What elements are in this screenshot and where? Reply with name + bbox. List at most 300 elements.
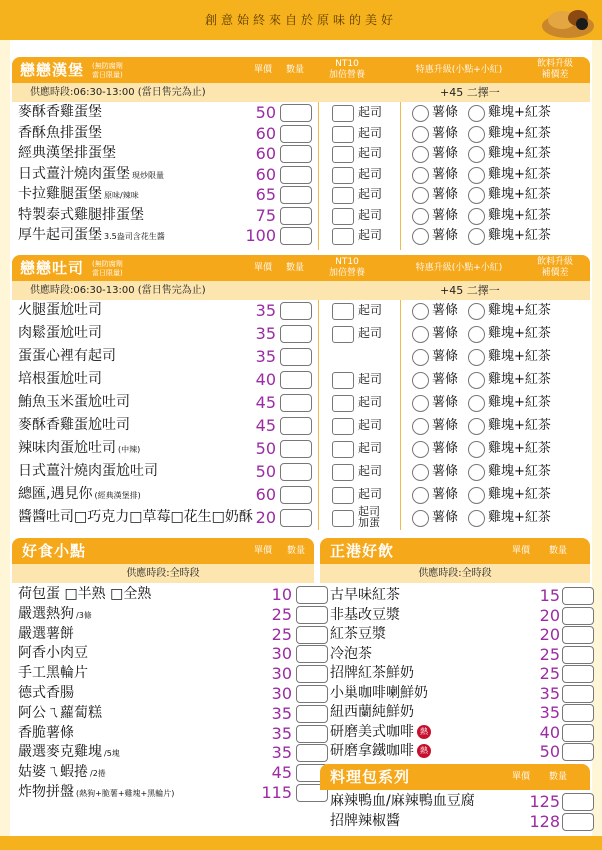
item-label: 研磨美式咖啡: [330, 723, 414, 740]
item-price: 100: [245, 226, 276, 245]
toast-period: 供應時段:06:30-13:00 (當日售完為止): [30, 285, 206, 296]
menu-row: [18, 346, 588, 367]
item-price: 65: [255, 185, 276, 204]
hot-badge-icon: 熱: [417, 725, 431, 739]
quantity-box[interactable]: [280, 207, 312, 225]
nugget-tea-option-label: 雞塊+紅茶: [488, 187, 551, 202]
burger-col-upgrade: 特惠升級(小點+小紅): [415, 65, 503, 75]
burger-col-qty: 數量: [285, 65, 304, 75]
fries-option-label: 薯條: [432, 125, 459, 141]
quantity-box[interactable]: [280, 371, 312, 389]
item-label: 荷包蛋 □半熟 □全熟: [18, 586, 152, 602]
quantity-box[interactable]: [280, 104, 312, 122]
item-label: 嚴選麥克雞塊: [18, 744, 102, 761]
fries-option-label: 薯條: [432, 166, 459, 182]
cheese-option-label: 起司: [358, 487, 383, 501]
cheese-checkbox[interactable]: [332, 146, 354, 163]
cheese-option-label: 起司: [358, 146, 383, 160]
fries-option-label: 薯條: [432, 441, 459, 456]
item-label: 培根蛋尬吐司: [18, 371, 102, 387]
item-price: 10: [271, 585, 292, 604]
nugget-tea-radio[interactable]: [468, 228, 485, 245]
cheese-option-label: 起司: [358, 207, 383, 222]
item-price: 50: [255, 462, 276, 481]
item-label: 總匯,遇見你: [18, 486, 93, 502]
hot-badge-icon: 熱: [417, 744, 431, 758]
item-label: 鮪魚玉米蛋尬吐司: [18, 394, 130, 410]
snacks-section-title: 好食小點: [22, 542, 87, 560]
item-label: 非基改豆漿: [330, 606, 400, 623]
nugget-tea-radio[interactable]: [468, 303, 485, 320]
quantity-box[interactable]: [280, 394, 312, 412]
item-note: /2捲: [90, 769, 106, 779]
menu-row: [18, 484, 588, 505]
packs-section-title: 料理包系列: [330, 768, 411, 786]
item-name: [330, 624, 386, 645]
item-name: [18, 392, 130, 413]
item-name: [330, 605, 400, 626]
item-label: 日式薑汁燒肉蛋尬吐司: [18, 463, 158, 479]
menu-row: [18, 143, 588, 164]
nugget-tea-radio[interactable]: [468, 167, 485, 184]
nugget-tea-option-label: 雞塊+紅茶: [488, 464, 551, 479]
menu-row: [18, 742, 310, 763]
quantity-box[interactable]: [562, 587, 594, 605]
fries-radio[interactable]: [412, 326, 429, 343]
toast-col-price: 單價: [253, 263, 272, 273]
cheese-checkbox[interactable]: [332, 372, 354, 389]
cheese-checkbox[interactable]: [332, 418, 354, 435]
item-name: [330, 811, 400, 832]
item-price: 75: [255, 205, 276, 225]
item-label: 小巢咖啡喇鮮奶: [330, 684, 428, 701]
item-label: 古早味紅茶: [330, 587, 400, 603]
nugget-tea-option-label: 雞塊+紅茶: [488, 326, 551, 341]
cheese-option-label: 起司: [358, 441, 383, 455]
item-label: 招牌紅茶鮮奶: [330, 665, 414, 681]
quantity-box[interactable]: [562, 626, 594, 644]
item-name: [18, 604, 92, 626]
nugget-tea-option-label: 雞塊+紅茶: [488, 228, 551, 243]
item-name: [18, 663, 88, 684]
item-price: 25: [271, 624, 292, 644]
menu-row: [18, 584, 310, 605]
item-price: 45: [255, 416, 276, 435]
nugget-tea-radio[interactable]: [468, 126, 485, 143]
item-label: 手工黑輪片: [18, 665, 88, 682]
quantity-box[interactable]: [562, 665, 594, 683]
snacks-section-header: [12, 538, 314, 564]
menu-row: [18, 461, 588, 482]
snacks-period: 供應時段:全時段: [126, 568, 200, 579]
menu-row: [18, 438, 588, 459]
item-label: 紐西蘭純鮮奶: [330, 704, 414, 720]
item-label: 麥酥香雞蛋尬吐司: [18, 417, 130, 433]
menu-row: [330, 722, 586, 743]
fries-radio[interactable]: [412, 418, 429, 435]
cheese-option-label: 起司: [358, 228, 383, 242]
item-price: 125: [529, 792, 560, 811]
cheese-checkbox[interactable]: [332, 441, 354, 458]
fries-radio[interactable]: [412, 228, 429, 245]
menu-row: [330, 683, 586, 704]
item-name: [18, 624, 74, 645]
toast-note-2: 當日限量): [92, 269, 123, 277]
item-name: [18, 143, 116, 164]
fries-radio[interactable]: [412, 464, 429, 481]
menu-row: [330, 702, 586, 723]
quantity-box[interactable]: [296, 606, 328, 624]
item-note: (經典漢堡排): [94, 491, 141, 500]
nugget-tea-radio[interactable]: [468, 418, 485, 435]
cheese-option-label: 起司: [358, 125, 383, 140]
nugget-tea-radio[interactable]: [468, 372, 485, 389]
item-price: 35: [271, 723, 292, 743]
fries-option-label: 薯條: [432, 395, 459, 410]
cheese-checkbox[interactable]: [332, 510, 354, 527]
toast-col-qty: 數量: [285, 263, 304, 273]
quantity-box[interactable]: [562, 685, 594, 703]
quantity-box[interactable]: [280, 186, 312, 204]
item-price: 35: [255, 301, 276, 320]
item-price: 15: [539, 586, 560, 605]
fries-radio[interactable]: [412, 105, 429, 122]
nugget-tea-radio[interactable]: [468, 464, 485, 481]
quantity-box[interactable]: [562, 607, 594, 625]
quantity-box[interactable]: [296, 685, 328, 703]
cheese-option-label: 起司: [358, 105, 383, 119]
menu-row: [18, 369, 588, 390]
item-label: 火腿蛋尬吐司: [18, 302, 102, 318]
quantity-box[interactable]: [280, 486, 312, 504]
fries-option-label: 薯條: [432, 207, 459, 223]
menu-row: [18, 184, 588, 205]
cheese-option-label: 起司: [358, 395, 383, 409]
item-note: (中辣): [118, 445, 141, 454]
item-price: 45: [255, 393, 276, 412]
quantity-box[interactable]: [562, 704, 594, 722]
item-label: 阿公ㄟ蘿蔔糕: [18, 704, 102, 721]
menu-row: [330, 741, 586, 762]
quantity-box[interactable]: [296, 665, 328, 683]
item-note: /3條: [76, 610, 92, 620]
menu-row: [18, 663, 310, 684]
item-note: 3.5盎司含花生醬: [104, 232, 165, 241]
burger-promo: +45 二擇一: [440, 86, 500, 99]
item-label: 香酥魚排蛋堡: [18, 124, 102, 141]
item-label: 姑婆ㄟ蝦捲: [18, 764, 88, 781]
nugget-tea-radio[interactable]: [468, 487, 485, 504]
item-label: 嚴選薯餅: [18, 625, 74, 642]
quantity-box[interactable]: [296, 725, 328, 743]
item-name: [18, 507, 253, 528]
fries-radio[interactable]: [412, 126, 429, 143]
quantity-box[interactable]: [296, 626, 328, 644]
nugget-tea-radio[interactable]: [468, 441, 485, 458]
fries-radio[interactable]: [412, 146, 429, 163]
toast-col-extra-2: 補價差: [541, 268, 569, 278]
fries-option-label: 薯條: [432, 187, 459, 202]
quantity-box[interactable]: [280, 463, 312, 481]
item-price: 60: [255, 485, 276, 504]
item-label: 醬醬吐司□巧克力□草莓□花生□奶酥: [18, 509, 253, 525]
item-label: 麥酥香雞蛋堡: [18, 104, 102, 120]
slogan: 創意始終來自於原味的美好: [204, 13, 397, 27]
fries-radio[interactable]: [412, 441, 429, 458]
menu-row: [18, 604, 310, 625]
menu-row: [18, 205, 588, 226]
quantity-box[interactable]: [280, 417, 312, 435]
menu-row: [18, 300, 588, 321]
cheese-option-label: 起司: [358, 372, 383, 386]
fries-option-label: 薯條: [432, 146, 459, 161]
toast-col-extra-1: 飲料升級: [536, 257, 573, 267]
item-name: [330, 644, 372, 665]
fries-radio[interactable]: [412, 303, 429, 320]
cheese-checkbox[interactable]: [332, 208, 354, 225]
nugget-tea-radio[interactable]: [468, 105, 485, 122]
nugget-tea-option-label: 雞塊+紅茶: [488, 349, 551, 364]
item-name: [330, 663, 414, 684]
item-price: 60: [255, 123, 276, 143]
menu-row: [18, 123, 588, 144]
item-name: [18, 300, 102, 321]
item-name: [18, 461, 158, 482]
item-price: 20: [255, 508, 276, 527]
quantity-box[interactable]: [562, 646, 594, 664]
nugget-tea-radio[interactable]: [468, 349, 485, 366]
quantity-box[interactable]: [296, 586, 328, 604]
fries-radio[interactable]: [412, 349, 429, 366]
cheese-checkbox[interactable]: [332, 326, 354, 343]
item-name: [18, 164, 164, 186]
cheese-checkbox[interactable]: [332, 228, 354, 245]
burger-col-cheese-price: NT10: [335, 59, 359, 69]
item-name: [18, 742, 120, 764]
fries-option-label: 薯條: [432, 228, 459, 243]
toast-col-cheese-label: 加倍營養: [328, 268, 365, 278]
menu-row: [18, 164, 588, 185]
drinks-section-title: 正港好飲: [330, 542, 395, 560]
menu-row: [18, 762, 310, 783]
item-name: [18, 782, 174, 804]
cheese-checkbox[interactable]: [332, 167, 354, 184]
toast-period-bar: [12, 281, 590, 300]
cheese-checkbox[interactable]: [332, 487, 354, 504]
cheese-option-label: 起司: [358, 464, 383, 478]
quantity-box[interactable]: [280, 348, 312, 366]
item-name: [18, 683, 74, 704]
fries-radio[interactable]: [412, 187, 429, 204]
cheese-checkbox[interactable]: [332, 395, 354, 412]
menu-row: [18, 415, 588, 436]
nugget-tea-option-label: 雞塊+紅茶: [488, 441, 551, 456]
item-label: 經典漢堡排蛋堡: [18, 145, 116, 161]
quantity-box[interactable]: [280, 509, 312, 527]
nugget-tea-option-label: 雞塊+紅茶: [488, 125, 551, 141]
item-price: 128: [529, 811, 560, 831]
quantity-box[interactable]: [296, 645, 328, 663]
cheese-option-label: 起司: [358, 166, 383, 181]
quantity-box[interactable]: [280, 302, 312, 320]
bottom-banner: [0, 836, 602, 850]
cheese-checkbox[interactable]: [332, 105, 354, 122]
toast-section-title: 戀戀吐司: [20, 259, 85, 277]
item-label: 卡拉雞腿蛋堡: [18, 186, 102, 202]
fries-option-label: 薯條: [432, 418, 459, 433]
fries-radio[interactable]: [412, 372, 429, 389]
item-price: 35: [255, 324, 276, 343]
fries-radio[interactable]: [412, 510, 429, 527]
item-label: 麻辣鴨血/麻辣鴨血豆腐: [330, 793, 475, 809]
item-label: 冷泡茶: [330, 645, 372, 662]
quantity-box[interactable]: [562, 724, 594, 742]
menu-row: [330, 644, 586, 665]
nugget-tea-option-label: 雞塊+紅茶: [488, 146, 551, 161]
item-name: [18, 415, 130, 436]
item-price: 25: [539, 664, 560, 683]
cheese-checkbox[interactable]: [332, 303, 354, 320]
fries-radio[interactable]: [412, 208, 429, 225]
item-label: 嚴選熱狗: [18, 605, 74, 622]
nugget-tea-option-label: 雞塊+紅茶: [488, 303, 551, 318]
item-price: 50: [539, 742, 560, 761]
menu-row: [18, 703, 310, 724]
item-name: [18, 323, 102, 344]
snacks-col-qty: 數量: [286, 546, 305, 556]
item-label: 辣味肉蛋尬吐司: [18, 440, 116, 456]
quantity-box[interactable]: [296, 705, 328, 723]
quantity-box[interactable]: [562, 793, 594, 811]
nugget-tea-radio[interactable]: [468, 326, 485, 343]
menu-row: [18, 392, 588, 413]
drinks-col-qty: 數量: [548, 546, 567, 556]
toast-promo: +45 二擇一: [440, 284, 500, 297]
item-name: [18, 438, 140, 460]
item-name: [18, 184, 139, 206]
menu-row: [18, 643, 310, 664]
item-price: 115: [261, 783, 292, 802]
item-name: [330, 722, 431, 743]
quantity-box[interactable]: [562, 813, 594, 831]
item-price: 35: [539, 703, 560, 722]
item-price: 30: [271, 664, 292, 684]
item-label: 德式香腸: [18, 685, 74, 701]
nugget-tea-option-label: 雞塊+紅茶: [488, 166, 551, 182]
item-name: [18, 369, 102, 390]
fries-option-label: 薯條: [432, 464, 459, 479]
packs-col-qty: 數量: [548, 772, 567, 782]
burger-period: 供應時段:06:30-13:00 (當日售完為止): [30, 87, 206, 98]
cheese-checkbox[interactable]: [332, 126, 354, 143]
menu-row: [18, 225, 588, 246]
fries-option-label: 薯條: [432, 487, 459, 502]
item-price: 60: [255, 144, 276, 163]
item-note: 原味/辣味: [104, 191, 139, 200]
item-name: [18, 225, 165, 247]
egg-option-label: 加蛋: [358, 516, 380, 529]
quantity-box[interactable]: [280, 227, 312, 245]
item-price: 35: [271, 743, 292, 763]
left-stripe: [0, 40, 10, 836]
menu-row: [18, 723, 310, 744]
item-price: 25: [271, 604, 292, 624]
fries-radio[interactable]: [412, 167, 429, 184]
item-label: 招牌辣椒醬: [330, 812, 400, 829]
nugget-tea-option-label: 雞塊+紅茶: [488, 105, 551, 120]
item-name: [18, 346, 116, 367]
item-price: 20: [539, 625, 560, 644]
snacks-period-bar: [12, 564, 314, 583]
quantity-box[interactable]: [280, 145, 312, 163]
nugget-tea-radio[interactable]: [468, 187, 485, 204]
fries-radio[interactable]: [412, 395, 429, 412]
drinks-period-bar: [320, 564, 590, 583]
quantity-box[interactable]: [280, 440, 312, 458]
fries-option-label: 薯條: [432, 349, 459, 364]
toast-col-upgrade: 特惠升級(小點+小紅): [415, 263, 503, 273]
item-note: 現炒限量: [132, 170, 164, 180]
drinks-period: 供應時段:全時段: [418, 568, 492, 579]
item-price: 40: [255, 370, 276, 389]
snacks-col-price: 單價: [253, 546, 272, 556]
item-name: [18, 123, 102, 144]
quantity-box[interactable]: [280, 125, 312, 143]
cheese-option-label: 起司: [358, 326, 383, 340]
menu-row: [330, 605, 586, 626]
fries-option-label: 薯條: [432, 303, 459, 318]
item-name: [18, 703, 102, 724]
fries-radio[interactable]: [412, 487, 429, 504]
nugget-tea-option-label: 雞塊+紅茶: [488, 418, 551, 433]
cheese-option-label: 起司: [358, 303, 383, 317]
food-photo-icon: [538, 2, 598, 40]
cheese-checkbox[interactable]: [332, 187, 354, 204]
menu-row: [18, 102, 588, 123]
item-label: 研磨拿鐵咖啡: [330, 743, 414, 759]
nugget-tea-radio[interactable]: [468, 395, 485, 412]
item-price: 25: [539, 644, 560, 664]
quantity-box[interactable]: [296, 744, 328, 762]
cheese-checkbox[interactable]: [332, 464, 354, 481]
menu-row: [18, 782, 310, 803]
quantity-box[interactable]: [280, 166, 312, 184]
cheese-option-label: 起司: [358, 418, 383, 432]
item-label: 阿香小肉豆: [18, 645, 88, 662]
cheese-option-label: 起司: [358, 505, 380, 518]
item-name: [18, 205, 144, 226]
burger-note-2: 當日限量): [92, 71, 123, 79]
fries-option-label: 薯條: [432, 326, 459, 341]
nugget-tea-radio[interactable]: [468, 146, 485, 163]
item-name: [18, 584, 151, 605]
burger-section-header: [12, 57, 590, 83]
item-name: [18, 484, 141, 506]
quantity-box[interactable]: [562, 743, 594, 761]
nugget-tea-radio[interactable]: [468, 510, 485, 527]
quantity-box[interactable]: [280, 325, 312, 343]
nugget-tea-option-label: 雞塊+紅茶: [488, 207, 551, 223]
packs-section-header: [320, 764, 590, 790]
item-label: 紅茶豆漿: [330, 626, 386, 642]
nugget-tea-radio[interactable]: [468, 208, 485, 225]
packs-col-price: 單價: [511, 772, 530, 782]
burger-col-extra-1: 飲料升級: [536, 59, 573, 69]
item-name: [18, 762, 106, 784]
item-name: [330, 585, 400, 606]
fries-option-label: 薯條: [432, 510, 459, 525]
toast-note-1: (無防腐劑: [92, 260, 123, 268]
